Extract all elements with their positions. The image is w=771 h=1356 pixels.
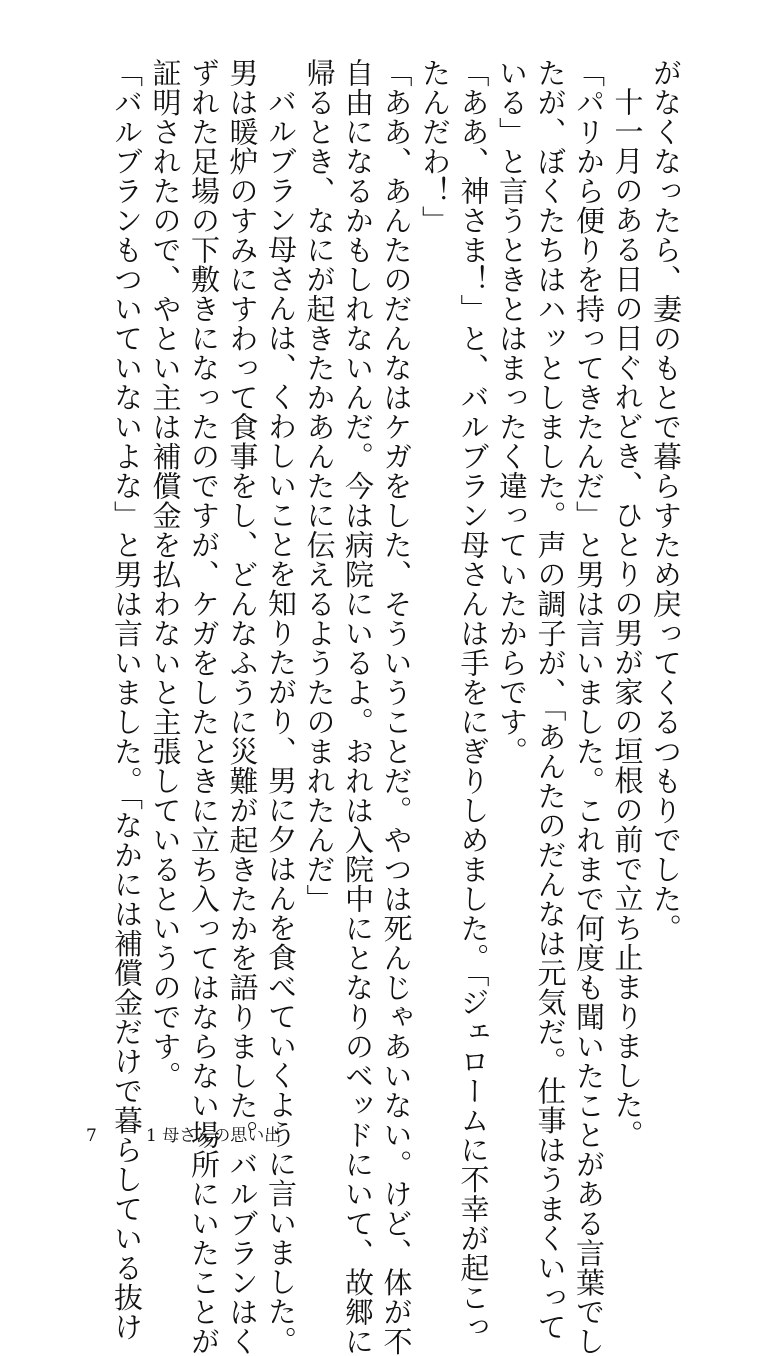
text-column: たんだわ！」	[418, 58, 452, 235]
text-column: 男は暖炉のすみにすわって食事をし、どんなふうに災難が起きたかを語りました。バルブランはく	[225, 58, 260, 1356]
text-column: 「ああ、神さま！」と、バルブラン母さんは手をにぎりしめました。「ジェロームに不幸が起こっ	[456, 58, 491, 1342]
text-column: がなくなったら、妻のもとで暮らすため戻ってくるつもりでした。	[649, 58, 683, 943]
text-column: 「バルブランもついていないよな」と男は言いました。「なかには補償金だけで暮らしている抜け	[110, 58, 144, 1342]
text-column: いる」と言うときとはまったく違っていたからです。	[495, 58, 529, 766]
text-column: 証明されたので、やとい主は補償金を払わないと主張しているというのです。	[148, 58, 183, 1091]
text-column: たが、ぼくたちはハッとしました。声の調子が、「あんたのだんなは元気だ。仕事はうまくいって	[533, 58, 568, 1342]
page-number: 7	[86, 1126, 97, 1146]
text-column: 「パリから便りを持ってきたんだ」と男は言いました。これまで何度も聞いたことがある言葉でし	[572, 58, 606, 1356]
text-column: 自由になるかもしれないんだ。今は病院にいるよ。おれは入院中にとなりのベッドにいて、故郷に	[341, 58, 375, 1356]
text-column: 帰るとき、なにが起きたかあんたに伝えるようたのまれたんだ」	[302, 58, 337, 914]
text-column: ずれた足場の下敷きになったのですが、ケガをしたときに立ち入ってはならない場所にいたことが	[187, 58, 221, 1356]
chapter-title: 1 母さんの思い出	[146, 1126, 282, 1146]
text-column: 十一月のある日の日ぐれどき、ひとりの男が家の垣根の前で立ち止まりました。	[610, 87, 645, 1149]
text-column: バルブラン母さんは、くわしいことを知りたがり、男に夕はんを食べていくように言いました。	[264, 87, 298, 1356]
text-column: 「ああ、あんたのだんなはケガをした、そういうことだ。やつは死んじゃあいない。けど、体が不	[379, 58, 414, 1356]
